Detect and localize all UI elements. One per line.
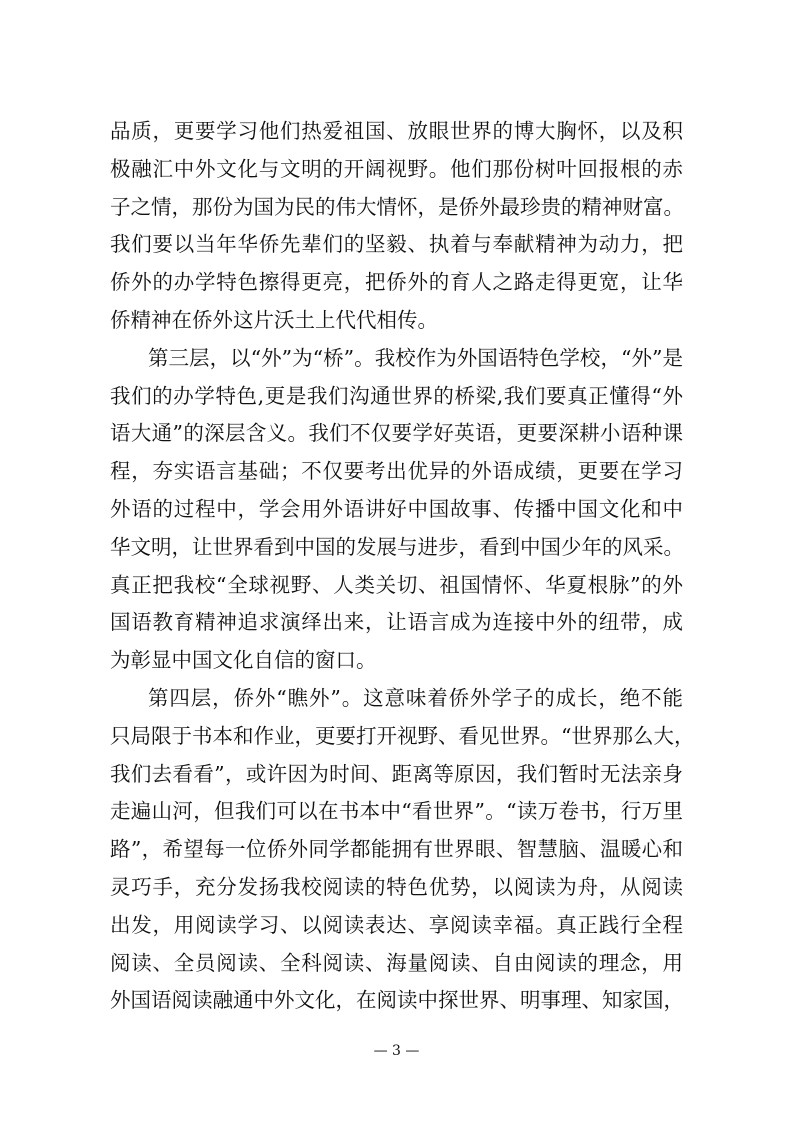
- text-line: 我们的办学特色,更是我们沟通世界的桥梁,我们要真正懂得“外: [110, 383, 683, 408]
- text-line: 为彰显中国文化自信的窗口。: [110, 648, 377, 673]
- page-number: — 3 —: [373, 1043, 420, 1059]
- text-line: 侨精神在侨外这片沃土上代代相传。: [110, 308, 438, 332]
- text-line: 出发，用阅读学习、以阅读表达、享阅读幸福。真正践行全程: [110, 912, 683, 937]
- text-line: 阅读、全员阅读、全科阅读、海量阅读、自由阅读的理念，用: [110, 950, 683, 975]
- text-line: 子之情，那份为国为民的伟大情怀，是侨外最珍贵的精神财富。: [110, 194, 684, 219]
- text-line: 程，夯实语言基础；不仅要考出优异的外语成绩，更要在学习: [110, 459, 683, 484]
- text-line: 第四层，侨外“瞧外”。这意味着侨外学子的成长，绝不能: [148, 686, 683, 710]
- text-line: 极融汇中外文化与文明的开阔视野。他们那份树叶回报根的赤: [110, 156, 683, 181]
- text-line: 品质，更要学习他们热爱祖国、放眼世界的博大胸怀，以及积: [110, 119, 683, 143]
- text-line: 只局限于书本和作业，更要打开视野、看见世界。“世界那么大，: [110, 723, 695, 748]
- text-line: 侨外的办学特色擦得更亮，把侨外的育人之路走得更宽，让华: [110, 270, 683, 295]
- text-line: 路”，希望每一位侨外同学都能拥有世界眼、智慧脑、温暖心和: [110, 837, 683, 862]
- text-line: 真正把我校“全球视野、人类关切、祖国情怀、华夏根脉”的外: [110, 572, 683, 597]
- text-line: 外语的过程中，学会用外语讲好中国故事、传播中国文化和中: [110, 497, 683, 521]
- text-line: 灵巧手，充分发扬我校阅读的特色优势，以阅读为舟，从阅读: [110, 875, 683, 899]
- text-line: 我们去看看”，或许因为时间、距离等原因，我们暂时无法亲身: [110, 761, 683, 786]
- text-line: 国语教育精神追求演绎出来，让语言成为连接中外的纽带，成: [110, 610, 683, 635]
- text-line: 走遍山河，但我们可以在书本中“看世界”。“读万卷书，行万里: [110, 799, 683, 824]
- text-line: 外国语阅读融通中外文化，在阅读中探世界、明事理、知家国，: [110, 988, 684, 1013]
- text-line: 我们要以当年华侨先辈们的坚毅、执着与奉献精神为动力，把: [110, 232, 683, 257]
- text-line: 华文明，让世界看到中国的发展与进步，看到中国少年的风采。: [110, 534, 684, 559]
- text-line: 语大通”的深层含义。我们不仅要学好英语，更要深耕小语种课: [110, 421, 683, 446]
- text-line: 第三层，以“外”为“桥”。我校作为外国语特色学校，“外”是: [148, 345, 683, 370]
